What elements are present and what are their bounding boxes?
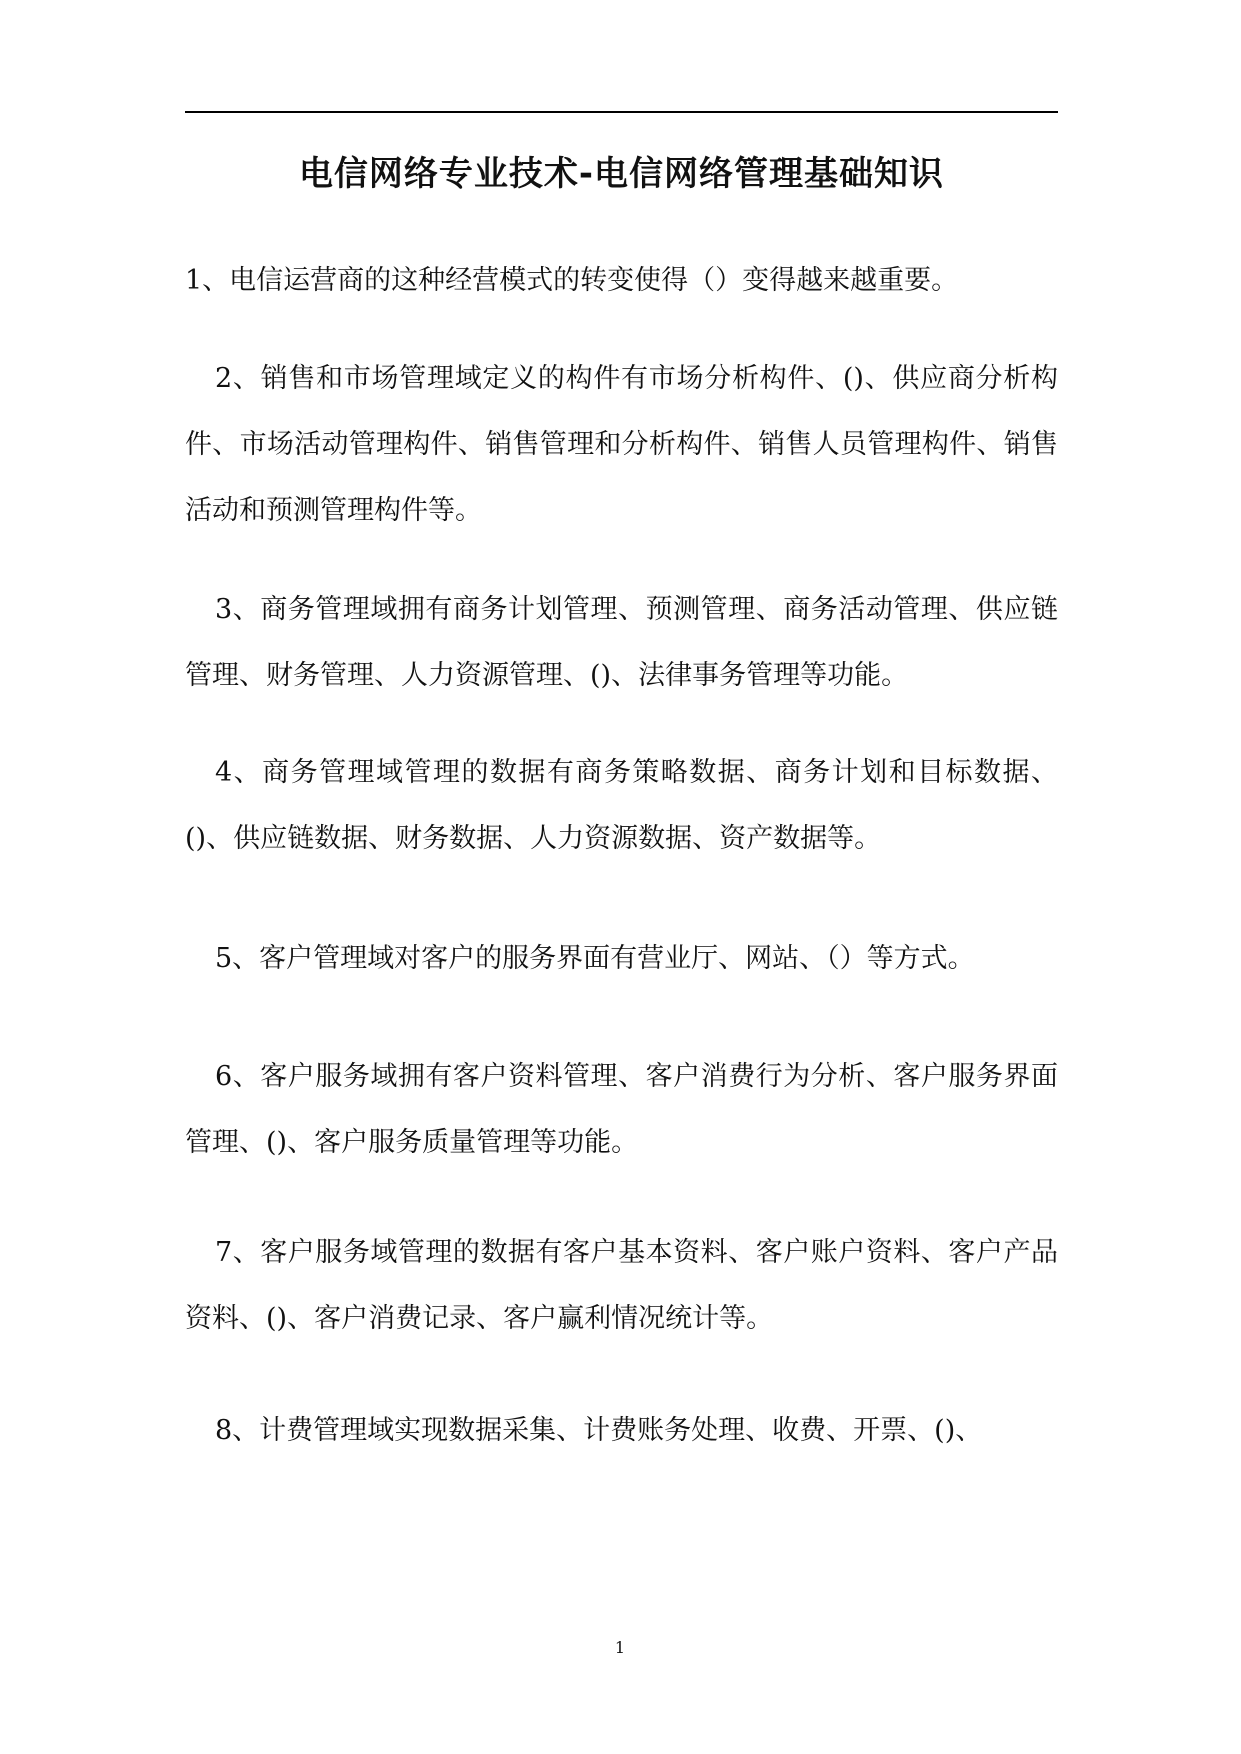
question-8: 8、计费管理域实现数据采集、计费账务处理、收费、开票、()、 bbox=[215, 1415, 983, 1446]
document-title: 电信网络专业技术-电信网络管理基础知识 bbox=[298, 154, 945, 194]
page-number: 1 bbox=[614, 1638, 626, 1657]
question-3: 3、商务管理域拥有商务计划管理、预测管理、商务活动管理、供应链管理、财务管理、人力资源管理、()、法律事务管理等功能。 bbox=[185, 594, 1058, 691]
question-4: 4、商务管理域管理的数据有商务策略数据、商务计划和目标数据、()、供应链数据、财务数据、人力资源数据、资产数据等。 bbox=[185, 757, 1058, 854]
question-6: 6、客户服务域拥有客户资料管理、客户消费行为分析、客户服务界面管理、()、客户服务质量管理等功能。 bbox=[185, 1061, 1058, 1158]
question-2: 2、销售和市场管理域定义的构件有市场分析构件、()、供应商分析构件、市场活动管理构件、销售管理和分析构件、销售人员管理构件、销售活动和预测管理构件等。 bbox=[185, 363, 1058, 526]
header-divider bbox=[185, 111, 1058, 113]
question-7: 7、客户服务域管理的数据有客户基本资料、客户账户资料、客户产品资料、()、客户消费记录、客户赢利情况统计等。 bbox=[185, 1237, 1058, 1334]
question-5: 5、客户管理域对客户的服务界面有营业厅、网站、（）等方式。 bbox=[215, 943, 975, 974]
question-1: 1、电信运营商的这种经营模式的转变使得（）变得越来越重要。 bbox=[185, 265, 959, 296]
